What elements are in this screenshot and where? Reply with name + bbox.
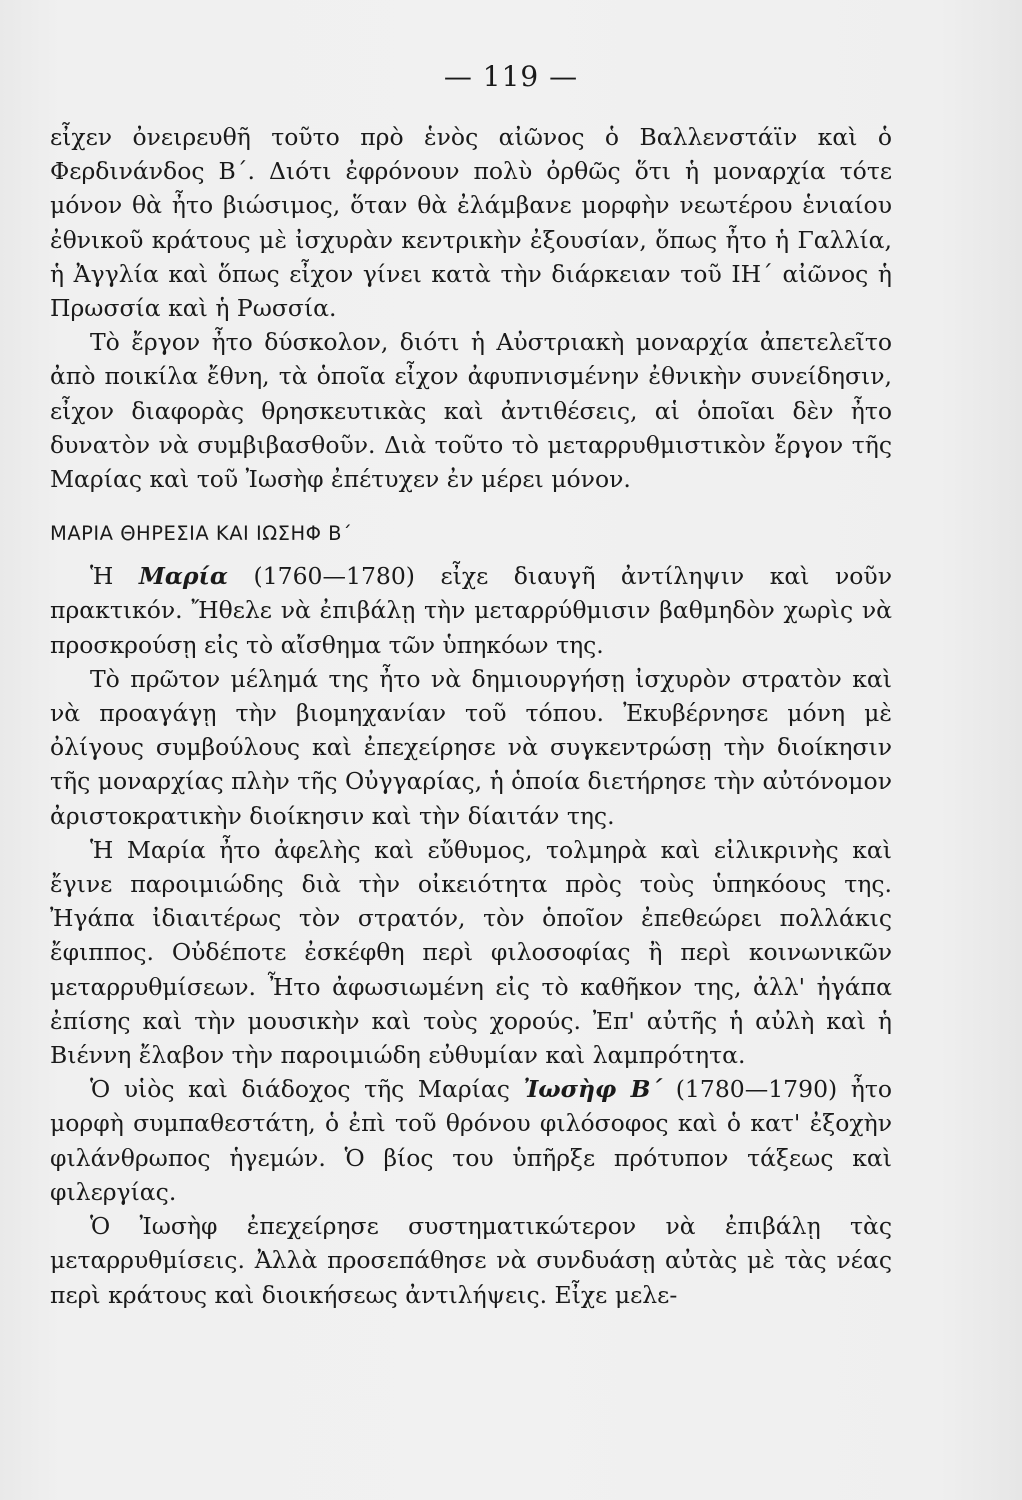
paragraph-continuation: εἶχεν ὀνειρευθῆ τοῦτο πρὸ ἑνὸς αἰῶνος ὁ Βαλλενστάϊν καὶ ὁ Φερδινάνδος Β΄. Διότι ἐφρόνουν πολὺ ὀρθῶς ὅτι ἡ μοναρχία τότε μόνον θὰ ἦτο βιώσιμος, ὅταν θὰ ἐλάμβανε μορφὴν νεωτέρου ἑνιαίου ἐθνικοῦ κράτους μὲ ἰσχυρὰν κεντρικὴν ἐξουσίαν, ὅπως ἦτο ἡ Γαλλία, ἡ Ἀγγλία καὶ ὅπως εἶχον γίνει κατὰ τὴν διάρκειαν τοῦ ΙΗ΄ αἰῶνος ἡ Πρωσσία καὶ ἡ Ρωσσία. [50, 123, 892, 323]
paragraph-joseph-intro [50, 1072, 892, 1209]
maria-name: Μαρία [138, 562, 229, 591]
section-heading: ΜΑΡΙΑ ΘΗΡΕΣΙΑ ΚΑΙ ΙΩΣΗΦ Β΄ [50, 522, 353, 546]
paragraph-maria-intro [50, 559, 892, 662]
joseph-rest-text: (1780—1790) ἦτο μορφὴ συμπαθεστάτη, ὁ ἐπὶ τοῦ θρόνου φιλόσοφος καὶ ὁ κατ' ἐξοχὴν φιλάνθρωπος ἡγεμών. Ὁ βίος του ὑπῆρξε πρότυπον τάξεως καὶ φιλεργίας. [50, 1075, 892, 1206]
paragraph-maria-army: Τὸ πρῶτον μέλημά της ἦτο νὰ δημιουργήσῃ ἰσχυρὸν στρατὸν καὶ νὰ προαγάγῃ τὴν βιομηχανίαν τοῦ τόπου. Ἐκυβέρνησε μόνη μὲ ὀλίγους συμβούλους καὶ ἐπεχείρησε νὰ συγκεντρώσῃ τὴν διοίκησιν τῆς μοναρχίας πλὴν τῆς Οὐγγαρίας, ἡ ὁποία διετήρησε τὴν αὐτόνομον ἀριστοκρατικὴν διοίκησιν καὶ τὴν δίαιτάν της. [50, 664, 892, 830]
maria-lead-text: Ἡ [90, 562, 139, 591]
joseph-name: Ἰωσὴφ Β΄ [523, 1075, 663, 1104]
page-number: — 119 — [443, 60, 579, 93]
paragraph-joseph-reforms: Ὁ Ἰωσὴφ ἐπεχείρησε συστηματικώτερον νὰ ἐπιβάλῃ τὰς μεταρρυθμίσεις. Ἀλλὰ προσεπάθησε νὰ συνδυάσῃ αὐτὰς μὲ τὰς νέας περὶ κράτους καὶ διοικήσεως ἀντιλήψεις. Εἶχε μελε- [50, 1212, 892, 1309]
joseph-lead-text: Ὁ υἱὸς καὶ διάδοχος τῆς Μαρίας [90, 1075, 524, 1104]
paragraph-difficulty: Τὸ ἔργον ἦτο δύσκολον, διότι ἡ Αὐστριακὴ μοναρχία ἀπετελεῖτο ἀπὸ ποικίλα ἔθνη, τὰ ὁποῖα εἶχον ἀφυπνισμένην ἐθνικὴν συνείδησιν, εἶχον διαφορὰς θρησκευτικὰς καὶ ἀντιθέσεις, αἱ ὁποῖαι δὲν ἦτο δυνατὸν νὰ συμβιβασθοῦν. Διὰ τοῦτο τὸ μεταρρυθμιστικὸν ἔργον τῆς Μαρίας καὶ τοῦ Ἰωσὴφ ἐπέτυχεν ἐν μέρει μόνον. [50, 328, 892, 494]
page-body [50, 120, 892, 1312]
maria-rest-text: (1760—1780) εἶχε διαυγῆ ἀντίληψιν καὶ νοῦν πρακτικόν. Ἤθελε νὰ ἐπιβάλῃ τὴν μεταρρύθμισιν βαθμηδὸν χωρὶς νὰ προσκρούσῃ εἰς τὸ αἴσθημα τῶν ὑπηκόων της. [50, 562, 892, 659]
paragraph-maria-character: Ἡ Μαρία ἦτο ἀφελὴς καὶ εὔθυμος, τολμηρὰ καὶ εἰλικρινὴς καὶ ἔγινε παροιμιώδης διὰ τὴν οἰκειότητα πρὸς τοὺς ὑπηκόους της. Ἠγάπα ἰδιαιτέρως τὸν στρατόν, τὸν ὁποῖον ἐπεθεώρει πολλάκις ἔφιππος. Οὐδέποτε ἐσκέφθη περὶ φιλοσοφίας ἢ περὶ κοινωνικῶν μεταρρυθμίσεων. Ἦτο ἀφωσιωμένη εἰς τὸ καθῆκον της, ἀλλ' ἠγάπα ἐπίσης καὶ τὴν μουσικὴν καὶ τοὺς χορούς. Ἐπ' αὐτῆς ἡ αὐλὴ καὶ ἡ Βιέννη ἔλαβον τὴν παροιμιώδη εὐθυμίαν καὶ λαμπρότητα. [50, 835, 892, 1070]
